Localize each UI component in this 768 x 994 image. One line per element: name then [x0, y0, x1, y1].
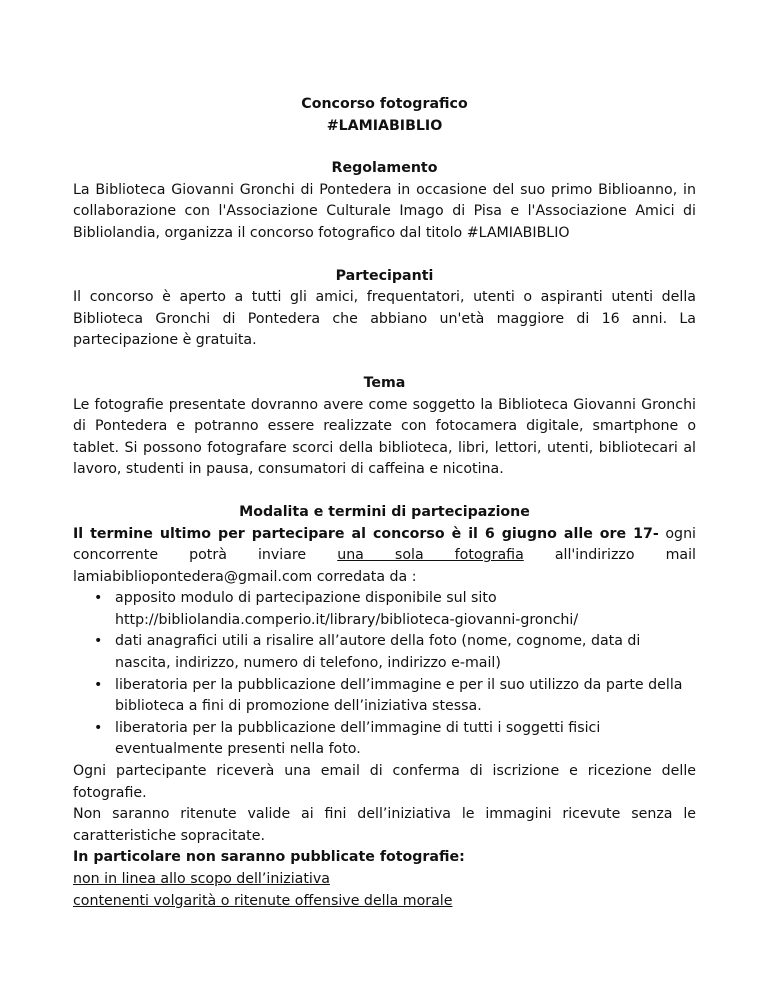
modalita-text-b: all'indirizzo mail lamiabibliopontedera@gmail.com corredata da : — [73, 547, 696, 585]
modalita-text — [73, 524, 696, 589]
deadline: Il termine ultimo per partecipare al concorso è il 6 giugno alle ore 17- — [73, 525, 659, 542]
list-item: • liberatoria per la pubblicazione dell’immagine di tutti i soggetti fisici eventualmente presenti nella foto. — [115, 718, 696, 761]
requirements-list — [73, 588, 696, 761]
hashtag: #LAMIABIBLIO — [326, 117, 443, 134]
partecipanti-text: Il concorso è aperto a tutti gli amici, frequentatori, utenti o aspiranti utenti della Biblioteca Gronchi di Pontedera che abbiano un'età maggiore di 16 anni. La partecipazione è gratuita. — [73, 289, 696, 349]
tema-text: Le fotografie presentate dovranno avere come soggetto la Biblioteca Giovanni Gronchi di Pontedera e potranno essere realizzate con fotocamera digitale, smartphone o tablet. Si possono fotografare scorci della biblioteca, libri, lettori, utenti, bibliotecari al lavoro, studenti in pausa, consumatori di caffeina e nicotina. — [73, 396, 696, 478]
heading-partecipanti: Partecipanti — [335, 267, 434, 284]
not-published-item-text: non in linea allo scopo dell’iniziativa — [73, 871, 330, 887]
not-published-heading-text: In particolare non saranno pubblicate fotografie: — [73, 849, 465, 866]
confirm-text: Ogni partecipante riceverà una email di conferma di iscrizione e ricezione delle fotografie. — [73, 763, 696, 801]
regolamento-text: La Biblioteca Giovanni Gronchi di Pontedera in occasione del suo primo Biblioanno, in collaborazione con l'Associazione Culturale Imago di Pisa e l'Associazione Amici di Bibliolandia, organizza il concorso fotografico dal titolo #LAMIABIBLIO — [73, 181, 696, 241]
not-published-item — [73, 891, 696, 913]
not-published-item — [73, 869, 696, 891]
modalita-text-a: ogni concorrente potrà inviare — [73, 525, 696, 564]
heading-modalita: Modalita e termini di partecipazione — [239, 503, 530, 520]
list-item: • dati anagrafici utili a risalire all’autore della foto (nome, cognome, data di nascita, indirizzo, numero di telefono, indirizzo e-mail) — [115, 631, 696, 674]
not-published-item-text: contenenti volgarità o ritenute offensive della morale — [73, 892, 453, 909]
document-title: Concorso fotografico — [301, 96, 468, 112]
una-sola-fotografia: una sola fotografia — [337, 547, 524, 564]
invalid-text: Non saranno ritenute valide ai fini dell’iniziativa le immagini ricevute senza le caratteristiche sopracitate. — [73, 806, 696, 844]
list-item: • apposito modulo di partecipazione disponibile sul sito http://bibliolandia.comperio.it/library/biblioteca-giovanni-gronchi/ — [115, 588, 696, 631]
heading-regolamento: Regolamento — [331, 160, 438, 177]
list-item: • liberatoria per la pubblicazione dell’immagine e per il suo utilizzo da parte della biblioteca a fini di promozione dell’iniziativa stessa. — [115, 675, 696, 718]
document-page — [73, 94, 696, 912]
heading-tema: Tema — [363, 374, 406, 391]
not-published-heading — [73, 847, 696, 869]
